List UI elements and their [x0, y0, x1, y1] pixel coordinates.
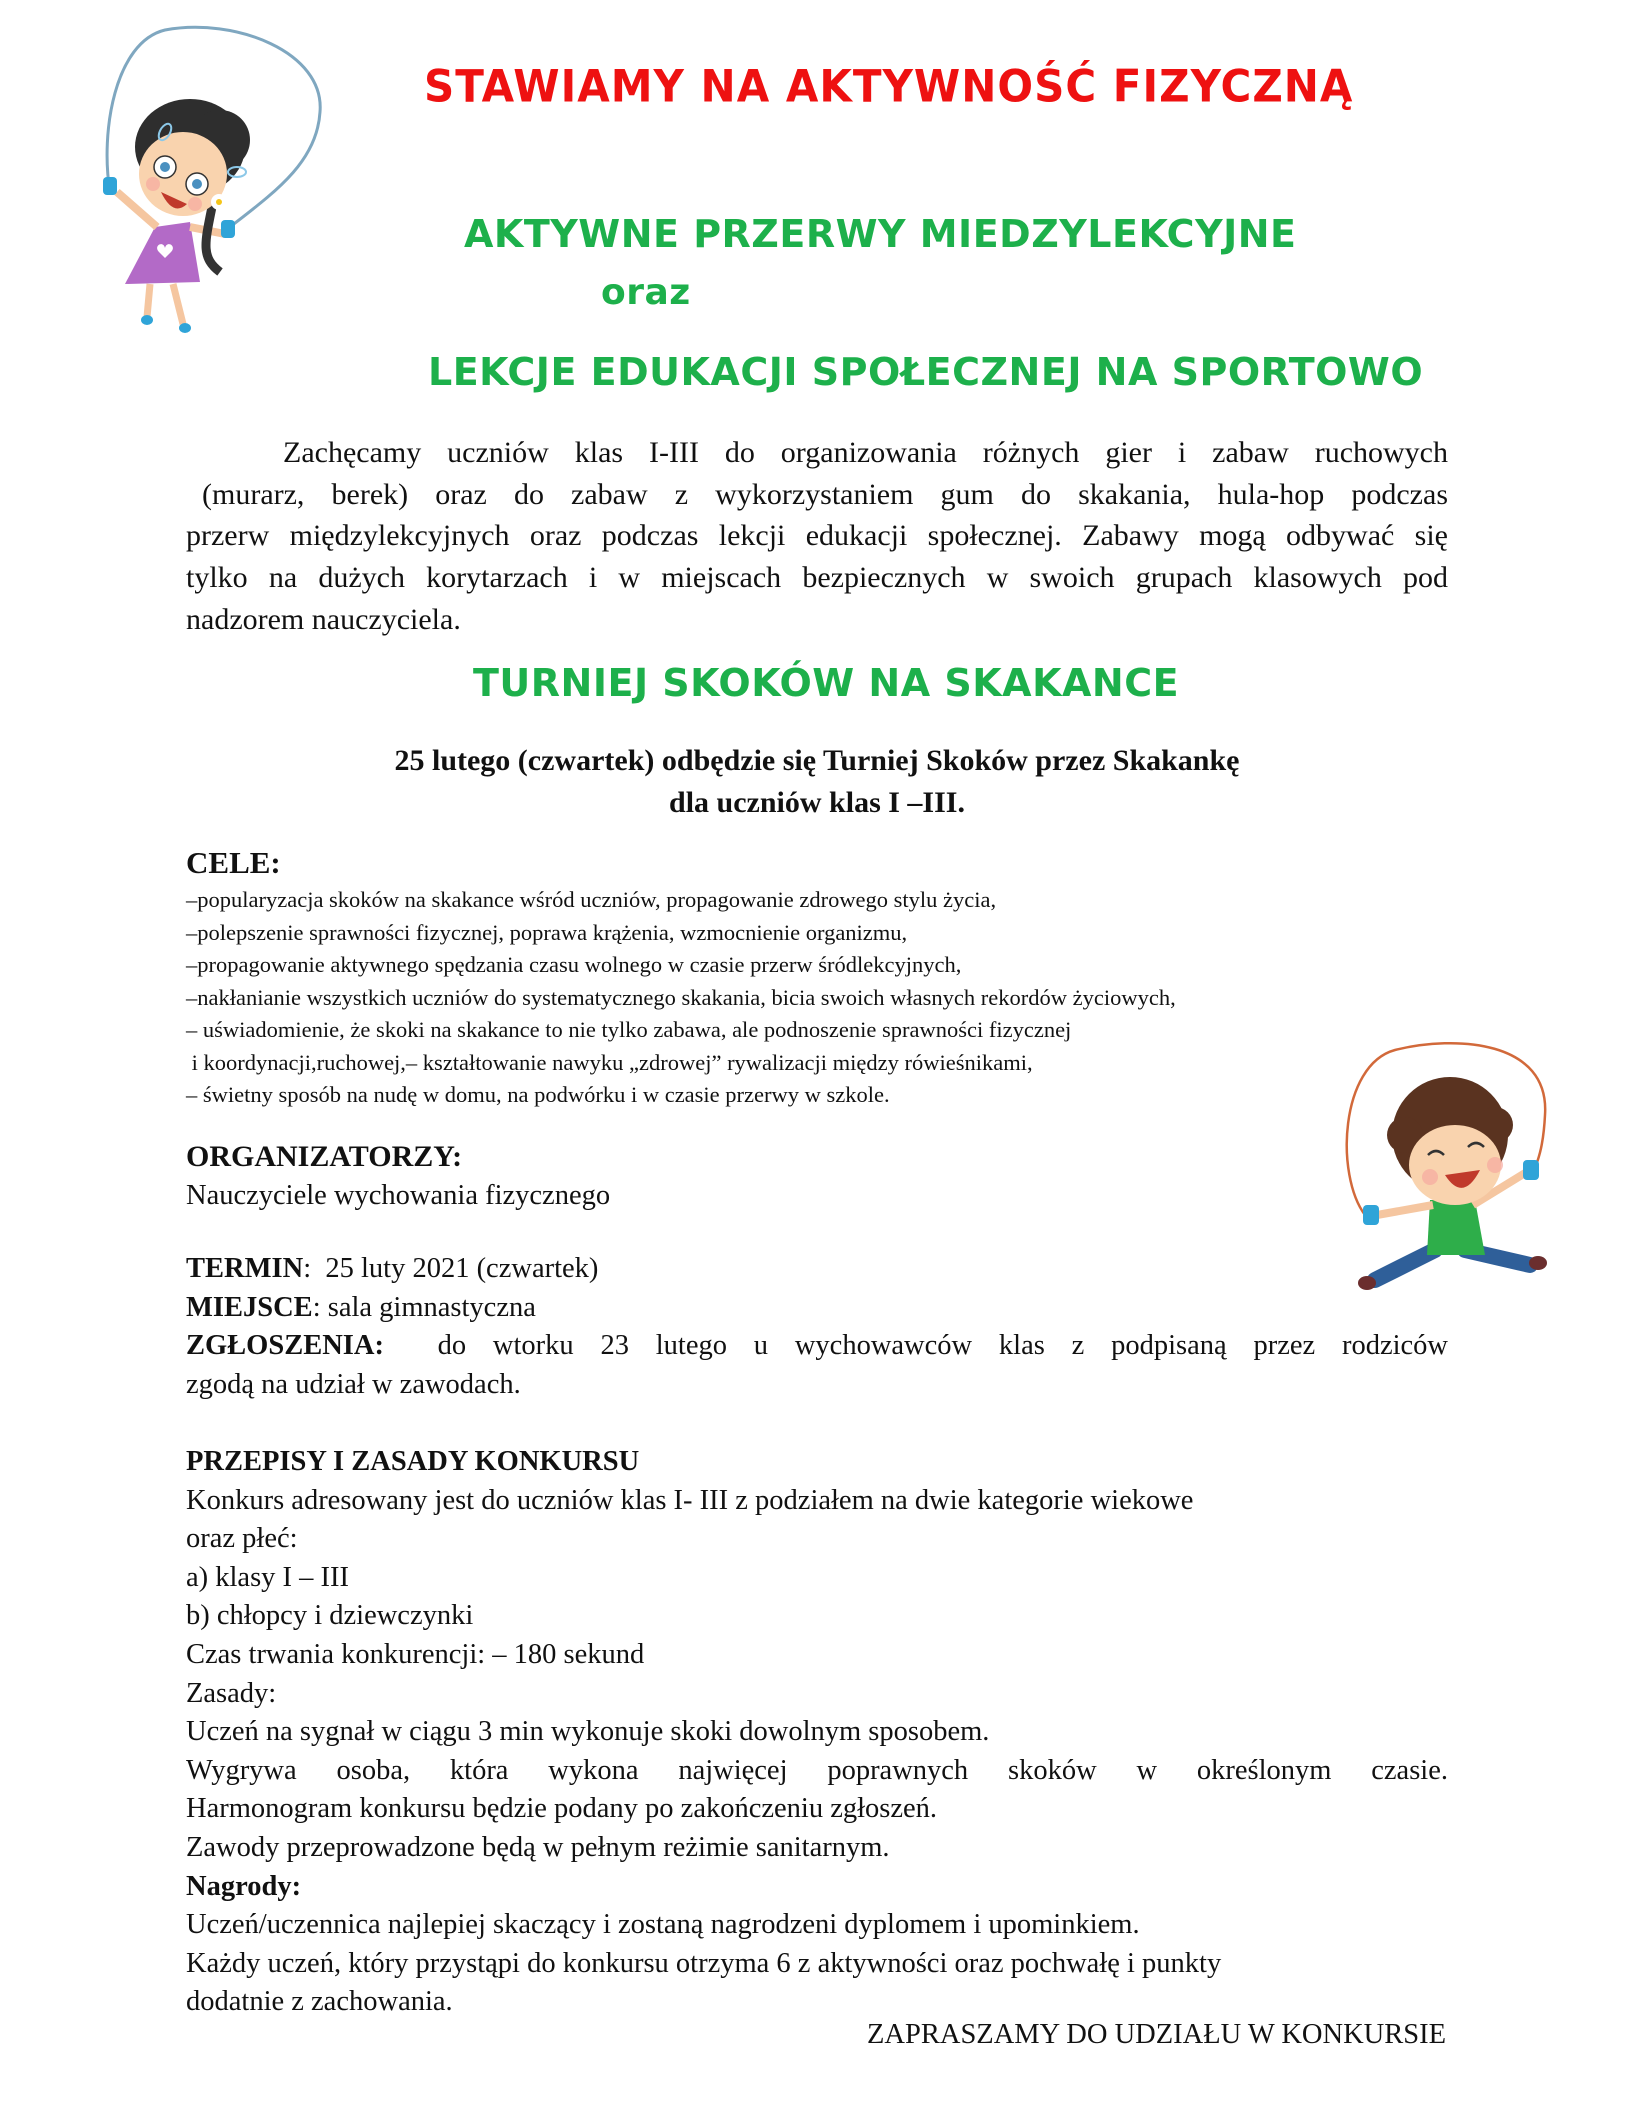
girl-jumping-rope-illustration — [95, 12, 335, 342]
goal-item: –propagowanie aktywnego spędzania czasu wolnego w czasie przerw śródlekcyjnych, — [186, 952, 962, 977]
zgloszenia-continuation: zgodą na udział w zawodach. — [186, 1368, 521, 1400]
rules-line: Zasady: — [186, 1677, 277, 1709]
page-title: STAWIAMY NA AKTYWNOŚĆ FIZYCZNĄ — [424, 60, 1354, 113]
details-section — [186, 1250, 1448, 1404]
subtitle-connector: oraz — [601, 272, 691, 313]
organizers-value: Nauczyciele wychowania fizycznego — [186, 1179, 611, 1211]
announcement-line: 25 lutego (czwartek) odbędzie się Turniej Skoków przez Skakankę — [394, 744, 1240, 777]
zgloszenia-value: do wtorku 23 lutego u wychowawców klas z podpisaną przez rodziców — [383, 1330, 1448, 1362]
rules-line: Harmonogram konkursu będzie podany po zakończeniu zgłoszeń. — [186, 1793, 938, 1825]
closing-invitation: ZAPRASZAMY DO UDZIAŁU W KONKURSIE — [867, 2019, 1446, 2050]
miejsce-label: MIEJSCE — [186, 1291, 313, 1323]
prizes-heading: Nagrody: — [186, 1870, 302, 1902]
goal-item: i koordynacji,ruchowej,– kształtowanie nawyku „zdrowej” rywalizacji między rówieśnikami, — [186, 1049, 1033, 1075]
goals-heading: CELE: — [186, 845, 281, 880]
intro-line: nadzorem nauczyciela. — [186, 602, 461, 636]
prizes-line: Uczeń/uczennica najlepiej skaczący i zostaną nagrodzeni dyplomem i upominkiem. — [186, 1909, 1140, 1941]
girl-jumping-rope-icon — [95, 12, 335, 342]
termin-label: TERMIN — [186, 1253, 304, 1284]
intro-line: tylko na dużych korytarzach i w miejscach bezpiecznych w swoich grupach klasowych pod — [186, 561, 1448, 595]
rules-heading: PRZEPISY I ZASADY KONKURSU — [186, 1446, 640, 1477]
intro-line: przerw międzylekcyjnych oraz podczas lekcji edukacji społecznej. Zabawy mogą odbywać się — [186, 519, 1448, 553]
prizes-line: Każdy uczeń, który przystąpi do konkursu otrzyma 6 z aktywności oraz pochwałę i punkty — [186, 1947, 1222, 1979]
miejsce-row — [186, 1289, 1448, 1328]
goal-item: –polepszenie sprawności fizycznej, poprawa krążenia, wzmocnienie organizmu, — [186, 919, 908, 945]
announcement-line: dla uczniów klas I –III. — [669, 786, 965, 819]
tournament-announcement — [186, 740, 1448, 824]
goal-item: –nakłanianie wszystkich uczniów do systematycznego skakania, bicia swoich własnych rekordów życiowych, — [186, 984, 1176, 1010]
zgloszenia-row — [186, 1327, 1448, 1366]
goal-item: – uświadomienie, że skoki na skakance to nie tylko zabawa, ale podnoszenie sprawności fizycznej — [186, 1017, 1072, 1042]
goal-item: –popularyzacja skoków na skakance wśród uczniów, propagowanie zdrowego stylu życia, — [186, 887, 997, 912]
rules-line: Uczeń na sygnał w ciągu 3 min wykonuje skoki dowolnym sposobem. — [186, 1716, 990, 1748]
miejsce-value: : sala gimnastyczna — [312, 1291, 536, 1323]
rules-line: Czas trwania konkurencji: – 180 sekund — [186, 1638, 645, 1670]
rules-line: Zawody przeprowadzone będą w pełnym reżimie sanitarnym. — [186, 1831, 890, 1863]
tournament-heading: TURNIEJ SKOKÓW NA SKAKANCE — [473, 661, 1180, 705]
intro-line: (murarz, berek) oraz do zabaw z wykorzystaniem gum do skakania, hula-hop podczas — [202, 477, 1448, 511]
goal-item: – świetny sposób na nudę w domu, na podwórku i w czasie przerwy w szkole. — [186, 1082, 890, 1107]
rules-line: b) chłopcy i dziewczynki — [186, 1600, 474, 1632]
intro-paragraph — [186, 432, 1448, 641]
rules-line: Wygrywa osoba, która wykona najwięcej poprawnych skoków w określonym czasie. — [186, 1754, 1448, 1786]
organizers-section — [186, 1138, 1448, 1215]
rules-line: oraz płeć: — [186, 1523, 298, 1555]
subtitle-active-breaks: AKTYWNE PRZERWY MIEDZYLEKCYJNE — [464, 212, 1297, 256]
organizers-heading: ORGANIZATORZY: — [186, 1140, 463, 1173]
zgloszenia-label: ZGŁOSZENIA: — [186, 1330, 384, 1362]
rules-line: Konkurs adresowany jest do uczniów klas I- III z podziałem na dwie kategorie wiekowe — [186, 1484, 1194, 1516]
goals-list — [186, 884, 1448, 1112]
rules-section — [186, 1443, 1448, 2022]
termin-row — [186, 1250, 1448, 1289]
subtitle-social-education: LEKCJE EDUKACJI SPOŁECZNEJ NA SPORTOWO — [428, 350, 1424, 394]
termin-value: : 25 luty 2021 (czwartek) — [303, 1253, 599, 1284]
rules-line: a) klasy I – III — [186, 1561, 350, 1593]
intro-line: Zachęcamy uczniów klas I-III do organizowania różnych gier i zabaw ruchowych — [283, 436, 1448, 469]
prizes-line: dodatnie z zachowania. — [186, 1986, 453, 2018]
